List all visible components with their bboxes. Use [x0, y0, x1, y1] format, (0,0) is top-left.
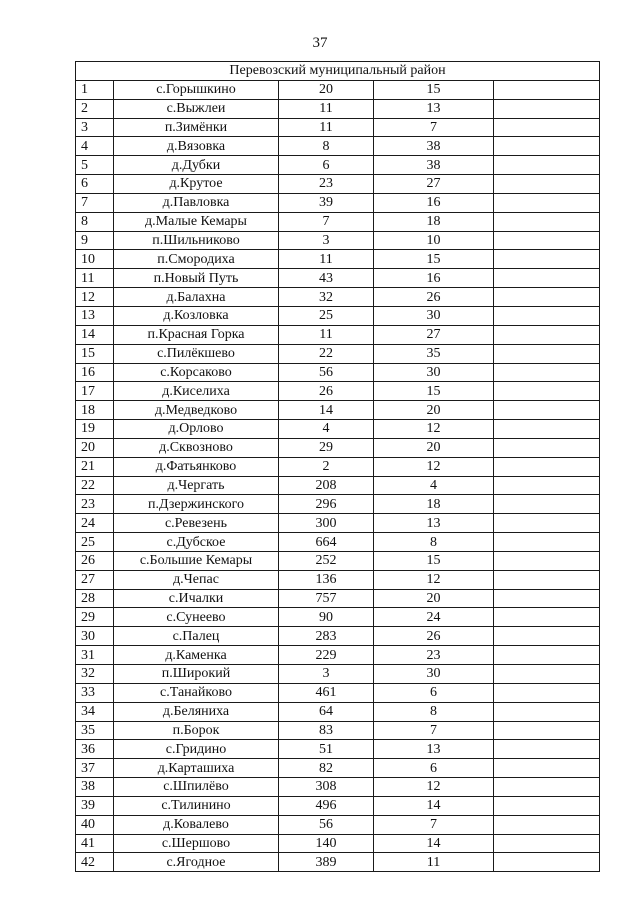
empty-cell	[494, 306, 600, 325]
settlement-name-cell: с.Ичалки	[114, 589, 279, 608]
settlements-table	[75, 61, 600, 872]
table-body	[76, 62, 600, 872]
value-a-cell: 8	[279, 137, 374, 156]
settlement-name-cell: д.Каменка	[114, 646, 279, 665]
value-b-cell: 30	[374, 306, 494, 325]
row-number-cell: 15	[76, 344, 114, 363]
row-number-cell: 17	[76, 382, 114, 401]
empty-cell	[494, 683, 600, 702]
value-a-cell: 496	[279, 796, 374, 815]
table-row	[76, 363, 600, 382]
row-number-cell: 20	[76, 438, 114, 457]
settlement-name-cell: д.Беляниха	[114, 702, 279, 721]
value-a-cell: 461	[279, 683, 374, 702]
table-row	[76, 796, 600, 815]
value-a-cell: 11	[279, 325, 374, 344]
empty-cell	[494, 646, 600, 665]
value-b-cell: 27	[374, 325, 494, 344]
settlement-name-cell: с.Большие Кемары	[114, 551, 279, 570]
row-number-cell: 18	[76, 401, 114, 420]
empty-cell	[494, 382, 600, 401]
settlement-name-cell: с.Корсаково	[114, 363, 279, 382]
row-number-cell: 31	[76, 646, 114, 665]
empty-cell	[494, 589, 600, 608]
value-b-cell: 27	[374, 175, 494, 194]
table-row	[76, 778, 600, 797]
value-b-cell: 20	[374, 438, 494, 457]
settlement-name-cell: с.Выжлеи	[114, 99, 279, 118]
value-a-cell: 56	[279, 815, 374, 834]
value-b-cell: 4	[374, 476, 494, 495]
empty-cell	[494, 420, 600, 439]
empty-cell	[494, 815, 600, 834]
row-number-cell: 12	[76, 288, 114, 307]
settlement-name-cell: д.Чергать	[114, 476, 279, 495]
value-b-cell: 15	[374, 80, 494, 99]
value-b-cell: 8	[374, 702, 494, 721]
section-title: Перевозский муниципальный район	[76, 62, 600, 81]
value-a-cell: 39	[279, 193, 374, 212]
empty-cell	[494, 438, 600, 457]
settlement-name-cell: с.Тилинино	[114, 796, 279, 815]
empty-cell	[494, 288, 600, 307]
table-row	[76, 420, 600, 439]
row-number-cell: 6	[76, 175, 114, 194]
value-a-cell: 140	[279, 834, 374, 853]
value-b-cell: 30	[374, 665, 494, 684]
value-a-cell: 2	[279, 457, 374, 476]
settlement-name-cell: д.Балахна	[114, 288, 279, 307]
row-number-cell: 39	[76, 796, 114, 815]
row-number-cell: 36	[76, 740, 114, 759]
row-number-cell: 42	[76, 853, 114, 872]
table-row	[76, 815, 600, 834]
empty-cell	[494, 269, 600, 288]
settlement-name-cell: д.Крутое	[114, 175, 279, 194]
row-number-cell: 26	[76, 551, 114, 570]
value-a-cell: 7	[279, 212, 374, 231]
table-row	[76, 118, 600, 137]
row-number-cell: 38	[76, 778, 114, 797]
value-b-cell: 38	[374, 137, 494, 156]
row-number-cell: 28	[76, 589, 114, 608]
table-row	[76, 250, 600, 269]
row-number-cell: 2	[76, 99, 114, 118]
empty-cell	[494, 740, 600, 759]
settlement-name-cell: п.Зимёнки	[114, 118, 279, 137]
row-number-cell: 24	[76, 514, 114, 533]
empty-cell	[494, 551, 600, 570]
page-number: 37	[312, 35, 328, 51]
empty-cell	[494, 118, 600, 137]
row-number-cell: 10	[76, 250, 114, 269]
value-b-cell: 23	[374, 646, 494, 665]
value-b-cell: 18	[374, 495, 494, 514]
value-a-cell: 757	[279, 589, 374, 608]
empty-cell	[494, 665, 600, 684]
settlement-name-cell: с.Пилёкшево	[114, 344, 279, 363]
empty-cell	[494, 778, 600, 797]
value-b-cell: 15	[374, 551, 494, 570]
settlement-name-cell: д.Малые Кемары	[114, 212, 279, 231]
value-b-cell: 16	[374, 269, 494, 288]
value-a-cell: 300	[279, 514, 374, 533]
table-row	[76, 495, 600, 514]
settlement-name-cell: п.Дзержинского	[114, 495, 279, 514]
empty-cell	[494, 853, 600, 872]
row-number-cell: 35	[76, 721, 114, 740]
settlement-name-cell: с.Палец	[114, 627, 279, 646]
empty-cell	[494, 344, 600, 363]
value-a-cell: 20	[279, 80, 374, 99]
value-b-cell: 13	[374, 99, 494, 118]
row-number-cell: 34	[76, 702, 114, 721]
value-a-cell: 11	[279, 118, 374, 137]
value-a-cell: 11	[279, 250, 374, 269]
value-b-cell: 26	[374, 627, 494, 646]
empty-cell	[494, 193, 600, 212]
empty-cell	[494, 99, 600, 118]
value-b-cell: 38	[374, 156, 494, 175]
row-number-cell: 25	[76, 533, 114, 552]
settlement-name-cell: д.Орлово	[114, 420, 279, 439]
table-row	[76, 269, 600, 288]
row-number-cell: 33	[76, 683, 114, 702]
value-b-cell: 14	[374, 834, 494, 853]
settlement-name-cell: с.Дубское	[114, 533, 279, 552]
empty-cell	[494, 212, 600, 231]
row-number-cell: 37	[76, 759, 114, 778]
table-row	[76, 80, 600, 99]
empty-cell	[494, 175, 600, 194]
table-row	[76, 514, 600, 533]
value-b-cell: 14	[374, 796, 494, 815]
table-row	[76, 306, 600, 325]
empty-cell	[494, 250, 600, 269]
value-a-cell: 64	[279, 702, 374, 721]
settlement-name-cell: д.Киселиха	[114, 382, 279, 401]
empty-cell	[494, 401, 600, 420]
table-row	[76, 702, 600, 721]
value-b-cell: 6	[374, 759, 494, 778]
value-a-cell: 4	[279, 420, 374, 439]
value-b-cell: 26	[374, 288, 494, 307]
value-b-cell: 12	[374, 570, 494, 589]
settlement-name-cell: д.Вязовка	[114, 137, 279, 156]
value-b-cell: 18	[374, 212, 494, 231]
settlement-name-cell: с.Сунеево	[114, 608, 279, 627]
row-number-cell: 32	[76, 665, 114, 684]
row-number-cell: 27	[76, 570, 114, 589]
empty-cell	[494, 325, 600, 344]
settlement-name-cell: д.Ковалево	[114, 815, 279, 834]
empty-cell	[494, 570, 600, 589]
value-b-cell: 6	[374, 683, 494, 702]
value-b-cell: 7	[374, 118, 494, 137]
value-b-cell: 7	[374, 721, 494, 740]
row-number-cell: 8	[76, 212, 114, 231]
table-row	[76, 156, 600, 175]
table-row	[76, 608, 600, 627]
settlement-name-cell: д.Сквозново	[114, 438, 279, 457]
table-row	[76, 175, 600, 194]
row-number-cell: 3	[76, 118, 114, 137]
settlement-name-cell: п.Красная Горка	[114, 325, 279, 344]
settlement-name-cell: с.Ревезень	[114, 514, 279, 533]
value-b-cell: 20	[374, 589, 494, 608]
table-row	[76, 834, 600, 853]
empty-cell	[494, 759, 600, 778]
table-row	[76, 193, 600, 212]
table-row	[76, 99, 600, 118]
settlement-name-cell: д.Чепас	[114, 570, 279, 589]
empty-cell	[494, 533, 600, 552]
table-row	[76, 288, 600, 307]
value-a-cell: 29	[279, 438, 374, 457]
empty-cell	[494, 608, 600, 627]
value-a-cell: 208	[279, 476, 374, 495]
table-row	[76, 212, 600, 231]
table-row	[76, 476, 600, 495]
value-a-cell: 6	[279, 156, 374, 175]
empty-cell	[494, 514, 600, 533]
value-a-cell: 26	[279, 382, 374, 401]
value-a-cell: 664	[279, 533, 374, 552]
empty-cell	[494, 721, 600, 740]
value-a-cell: 308	[279, 778, 374, 797]
table-row	[76, 665, 600, 684]
section-header-row	[76, 62, 600, 81]
value-a-cell: 11	[279, 99, 374, 118]
table-row	[76, 457, 600, 476]
row-number-cell: 11	[76, 269, 114, 288]
value-b-cell: 12	[374, 778, 494, 797]
row-number-cell: 21	[76, 457, 114, 476]
table-row	[76, 853, 600, 872]
settlement-name-cell: с.Шпилёво	[114, 778, 279, 797]
row-number-cell: 30	[76, 627, 114, 646]
value-a-cell: 32	[279, 288, 374, 307]
value-b-cell: 20	[374, 401, 494, 420]
table-row	[76, 325, 600, 344]
value-a-cell: 43	[279, 269, 374, 288]
row-number-cell: 40	[76, 815, 114, 834]
value-b-cell: 15	[374, 250, 494, 269]
table-row	[76, 627, 600, 646]
value-a-cell: 3	[279, 665, 374, 684]
value-b-cell: 12	[374, 457, 494, 476]
table-row	[76, 231, 600, 250]
settlement-name-cell: д.Павловка	[114, 193, 279, 212]
empty-cell	[494, 363, 600, 382]
row-number-cell: 22	[76, 476, 114, 495]
settlement-name-cell: п.Широкий	[114, 665, 279, 684]
settlement-name-cell: д.Фатьянково	[114, 457, 279, 476]
value-b-cell: 16	[374, 193, 494, 212]
value-a-cell: 22	[279, 344, 374, 363]
settlement-name-cell: с.Гридино	[114, 740, 279, 759]
row-number-cell: 41	[76, 834, 114, 853]
empty-cell	[494, 495, 600, 514]
table-row	[76, 589, 600, 608]
row-number-cell: 4	[76, 137, 114, 156]
table-row	[76, 344, 600, 363]
value-a-cell: 229	[279, 646, 374, 665]
value-b-cell: 15	[374, 382, 494, 401]
row-number-cell: 9	[76, 231, 114, 250]
value-b-cell: 24	[374, 608, 494, 627]
empty-cell	[494, 457, 600, 476]
value-b-cell: 13	[374, 514, 494, 533]
table-row	[76, 740, 600, 759]
table-row	[76, 438, 600, 457]
row-number-cell: 14	[76, 325, 114, 344]
table-row	[76, 759, 600, 778]
value-a-cell: 56	[279, 363, 374, 382]
row-number-cell: 7	[76, 193, 114, 212]
settlement-name-cell: п.Новый Путь	[114, 269, 279, 288]
empty-cell	[494, 834, 600, 853]
table-row	[76, 551, 600, 570]
table-row	[76, 683, 600, 702]
value-b-cell: 7	[374, 815, 494, 834]
settlement-name-cell: п.Борок	[114, 721, 279, 740]
value-b-cell: 30	[374, 363, 494, 382]
table-row	[76, 137, 600, 156]
value-a-cell: 51	[279, 740, 374, 759]
value-a-cell: 25	[279, 306, 374, 325]
table-row	[76, 646, 600, 665]
settlement-name-cell: д.Дубки	[114, 156, 279, 175]
value-a-cell: 90	[279, 608, 374, 627]
settlement-name-cell: с.Горышкино	[114, 80, 279, 99]
empty-cell	[494, 476, 600, 495]
table-row	[76, 570, 600, 589]
row-number-cell: 19	[76, 420, 114, 439]
settlement-name-cell: с.Ягодное	[114, 853, 279, 872]
value-a-cell: 283	[279, 627, 374, 646]
settlement-name-cell: д.Медведково	[114, 401, 279, 420]
empty-cell	[494, 156, 600, 175]
row-number-cell: 1	[76, 80, 114, 99]
value-b-cell: 10	[374, 231, 494, 250]
table-row	[76, 401, 600, 420]
value-a-cell: 136	[279, 570, 374, 589]
settlement-name-cell: с.Шершово	[114, 834, 279, 853]
table-row	[76, 721, 600, 740]
empty-cell	[494, 231, 600, 250]
empty-cell	[494, 80, 600, 99]
row-number-cell: 29	[76, 608, 114, 627]
value-a-cell: 296	[279, 495, 374, 514]
settlement-name-cell: д.Козловка	[114, 306, 279, 325]
value-a-cell: 14	[279, 401, 374, 420]
value-a-cell: 3	[279, 231, 374, 250]
settlement-name-cell: д.Карташиха	[114, 759, 279, 778]
row-number-cell: 13	[76, 306, 114, 325]
table-row	[76, 533, 600, 552]
value-b-cell: 35	[374, 344, 494, 363]
settlement-name-cell: с.Танайково	[114, 683, 279, 702]
table-row	[76, 382, 600, 401]
empty-cell	[494, 702, 600, 721]
value-b-cell: 11	[374, 853, 494, 872]
row-number-cell: 23	[76, 495, 114, 514]
value-a-cell: 389	[279, 853, 374, 872]
empty-cell	[494, 796, 600, 815]
settlement-name-cell: п.Шильниково	[114, 231, 279, 250]
value-a-cell: 252	[279, 551, 374, 570]
value-a-cell: 83	[279, 721, 374, 740]
value-b-cell: 13	[374, 740, 494, 759]
value-b-cell: 8	[374, 533, 494, 552]
value-b-cell: 12	[374, 420, 494, 439]
value-a-cell: 82	[279, 759, 374, 778]
row-number-cell: 5	[76, 156, 114, 175]
value-a-cell: 23	[279, 175, 374, 194]
empty-cell	[494, 137, 600, 156]
settlement-name-cell: п.Смородиха	[114, 250, 279, 269]
empty-cell	[494, 627, 600, 646]
row-number-cell: 16	[76, 363, 114, 382]
